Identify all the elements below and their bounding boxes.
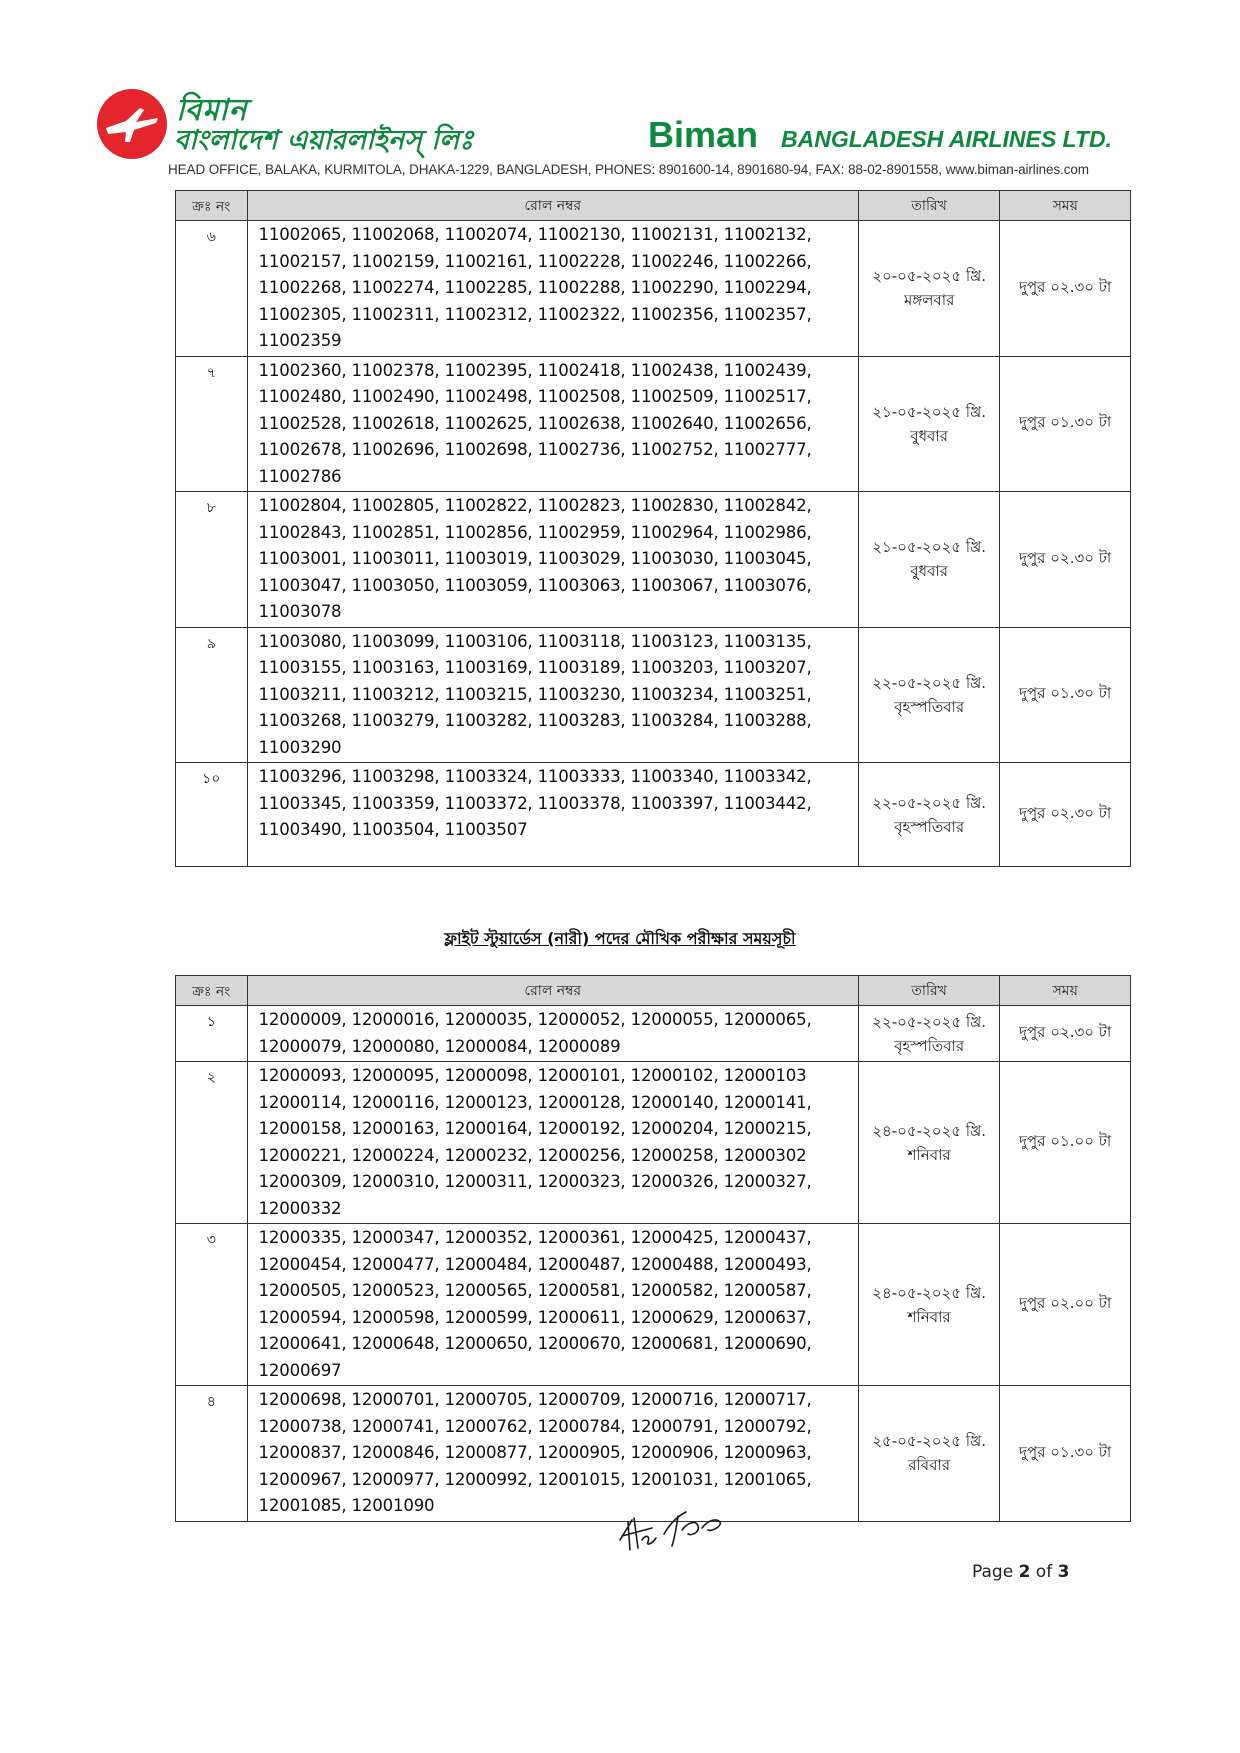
table-row: [176, 627, 1131, 763]
row-time: দুপুর ০১.৩০ টা: [1000, 1386, 1131, 1522]
row-date: [858, 1006, 1000, 1062]
day-text: বৃহস্পতিবার: [894, 697, 965, 716]
header-sl: ক্রঃ নং: [176, 191, 248, 221]
row-date: [858, 1224, 1000, 1386]
row-serial: ১০: [176, 763, 248, 867]
date-text: ২২-০৫-২০২৫ খ্রি.: [872, 1012, 987, 1031]
day-text: বৃহস্পতিবার: [894, 817, 965, 836]
row-time: দুপুর ০১.৩০ টা: [1000, 356, 1131, 492]
header-time: সময়: [1000, 976, 1131, 1006]
date-text: ২১-০৫-২০২৫ খ্রি.: [872, 402, 987, 421]
row-serial: ৬: [176, 221, 248, 357]
row-roll-numbers: 12000093, 12000095, 12000098, 12000101, 12000102, 12000103 12000114, 12000116, 12000123, 12000128, 12000140, 12000141, 12000158, 12000163, 12000164, 12000192, 12000204, 12000215, 12000221, 12000224, 12000232, 12000256, 12000258, 12000302 12000309, 12000310, 12000311, 12000323, 12000326, 12000327, 12000332: [247, 1062, 858, 1224]
row-time: দুপুর ০২.৩০ টা: [1000, 221, 1131, 357]
date-text: ২৪-০৫-২০২৫ খ্রি.: [872, 1121, 987, 1140]
letterhead: [96, 84, 1126, 188]
day-text: বুধবার: [910, 562, 948, 581]
row-roll-numbers: 11002065, 11002068, 11002074, 11002130, 11002131, 11002132, 11002157, 11002159, 11002161, 11002228, 11002246, 11002266, 11002268, 11002274, 11002285, 11002288, 11002290, 11002294, 11002305, 11002311, 11002312, 11002322, 11002356, 11002357, 11002359: [247, 221, 858, 357]
day-text: বৃহস্পতিবার: [894, 1036, 965, 1055]
row-roll-numbers: 11003296, 11003298, 11003324, 11003333, 11003340, 11003342, 11003345, 11003359, 11003372, 11003378, 11003397, 11003442, 11003490, 11003504, 11003507: [247, 763, 858, 867]
row-roll-numbers: 12000335, 12000347, 12000352, 12000361, 12000425, 12000437, 12000454, 12000477, 12000484, 12000487, 12000488, 12000493, 12000505, 12000523, 12000565, 12000581, 12000582, 12000587, 12000594, 12000598, 12000599, 12000611, 12000629, 12000637, 12000641, 12000648, 12000650, 12000670, 12000681, 12000690, 12000697: [247, 1224, 858, 1386]
date-text: ২৪-০৫-২০২৫ খ্রি.: [872, 1283, 987, 1302]
row-roll-numbers: 12000009, 12000016, 12000035, 12000052, 12000055, 12000065, 12000079, 12000080, 12000084, 12000089: [247, 1006, 858, 1062]
row-date: [858, 1062, 1000, 1224]
row-serial: ৪: [176, 1386, 248, 1522]
schedule-table-1: [175, 190, 1131, 867]
bangla-name-line1: বিমান: [176, 93, 248, 128]
signature-icon: [612, 1500, 752, 1560]
table-row: [176, 1006, 1131, 1062]
biman-logo-icon: [96, 88, 168, 160]
row-serial: ১: [176, 1006, 248, 1062]
date-text: ২২-০৫-২০২৫ খ্রি.: [872, 673, 987, 692]
row-date: [858, 627, 1000, 763]
row-date: [858, 221, 1000, 357]
date-text: ২৫-০৫-২০২৫ খ্রি.: [872, 1432, 987, 1451]
table-row: [176, 492, 1131, 628]
row-date: [858, 763, 1000, 867]
header-roll: রোল নম্বর: [247, 191, 858, 221]
header-date: তারিখ: [858, 976, 1000, 1006]
row-time: দুপুর ০২.৩০ টা: [1000, 492, 1131, 628]
row-serial: ৩: [176, 1224, 248, 1386]
day-text: মঙ্গলবার: [903, 291, 955, 310]
row-date: [858, 1386, 1000, 1522]
table-row: [176, 221, 1131, 357]
date-text: ২২-০৫-২০২৫ খ্রি.: [872, 793, 987, 812]
page-prefix: Page: [972, 1562, 1019, 1582]
page-mid: of: [1030, 1562, 1058, 1582]
page-current: 2: [1018, 1562, 1031, 1582]
date-text: ২১-০৫-২০২৫ খ্রি.: [872, 538, 987, 557]
schedule-table-2: [175, 975, 1131, 1522]
row-roll-numbers: 12000698, 12000701, 12000705, 12000709, 12000716, 12000717, 12000738, 12000741, 12000762, 12000784, 12000791, 12000792, 12000837, 12000846, 12000877, 12000905, 12000906, 12000963, 12000967, 12000977, 12000992, 12001015, 12001031, 12001065, 12001085, 12001090: [247, 1386, 858, 1522]
row-time: দুপুর ০১.৩০ টা: [1000, 627, 1131, 763]
table-header-row: [176, 976, 1131, 1006]
page-total: 3: [1057, 1562, 1070, 1582]
page-number: [972, 1562, 1069, 1582]
row-roll-numbers: 11002804, 11002805, 11002822, 11002823, 11002830, 11002842, 11002843, 11002851, 11002856, 11002959, 11002964, 11002986, 11003001, 11003011, 11003019, 11003029, 11003030, 11003045, 11003047, 11003050, 11003059, 11003063, 11003067, 11003076, 11003078: [247, 492, 858, 628]
table-row: [176, 356, 1131, 492]
table-row: [176, 763, 1131, 867]
header-date: তারিখ: [858, 191, 1000, 221]
row-time: দুপুর ০১.০০ টা: [1000, 1062, 1131, 1224]
table-row: [176, 1062, 1131, 1224]
row-serial: ২: [176, 1062, 248, 1224]
day-text: রবিবার: [908, 1456, 951, 1475]
brand-name: Biman: [648, 114, 759, 155]
day-text: বুধবার: [910, 426, 948, 445]
row-roll-numbers: 11003080, 11003099, 11003106, 11003118, 11003123, 11003135, 11003155, 11003163, 11003169, 11003189, 11003203, 11003207, 11003211, 11003212, 11003215, 11003230, 11003234, 11003251, 11003268, 11003279, 11003282, 11003283, 11003284, 11003288, 11003290: [247, 627, 858, 763]
head-office-address: HEAD OFFICE, BALAKA, KURMITOLA, DHAKA-1229, BANGLADESH, PHONES: 8901600-14, 8901680-94, FAX: 88-02-8901558, www.biman-airlines.com: [168, 162, 1089, 177]
row-serial: ৯: [176, 627, 248, 763]
row-roll-numbers: 11002360, 11002378, 11002395, 11002418, 11002438, 11002439, 11002480, 11002490, 11002498, 11002508, 11002509, 11002517, 11002528, 11002618, 11002625, 11002638, 11002640, 11002656, 11002678, 11002696, 11002698, 11002736, 11002752, 11002777, 11002786: [247, 356, 858, 492]
row-date: [858, 492, 1000, 628]
day-text: শনিবার: [907, 1145, 951, 1164]
section-title: ফ্লাইট স্টুয়ার্ডেস (নারী) পদের মৌখিক পরীক্ষার সময়সূচী: [444, 929, 796, 948]
bangla-name-line2: বাংলাদেশ এয়ারলাইনস্ লিঃ: [174, 125, 474, 156]
row-serial: ৮: [176, 492, 248, 628]
header-roll: রোল নম্বর: [247, 976, 858, 1006]
row-time: দুপুর ০২.৩০ টা: [1000, 763, 1131, 867]
header-time: সময়: [1000, 191, 1131, 221]
header-sl: ক্রঃ নং: [176, 976, 248, 1006]
table-row: [176, 1224, 1131, 1386]
row-date: [858, 356, 1000, 492]
row-time: দুপুর ০২.০০ টা: [1000, 1224, 1131, 1386]
row-time: দুপুর ০২.৩০ টা: [1000, 1006, 1131, 1062]
table-header-row: [176, 191, 1131, 221]
day-text: শনিবার: [907, 1307, 951, 1326]
date-text: ২০-০৫-২০২৫ খ্রি.: [872, 267, 987, 286]
brand-subtitle: BANGLADESH AIRLINES LTD.: [781, 126, 1112, 152]
row-serial: ৭: [176, 356, 248, 492]
